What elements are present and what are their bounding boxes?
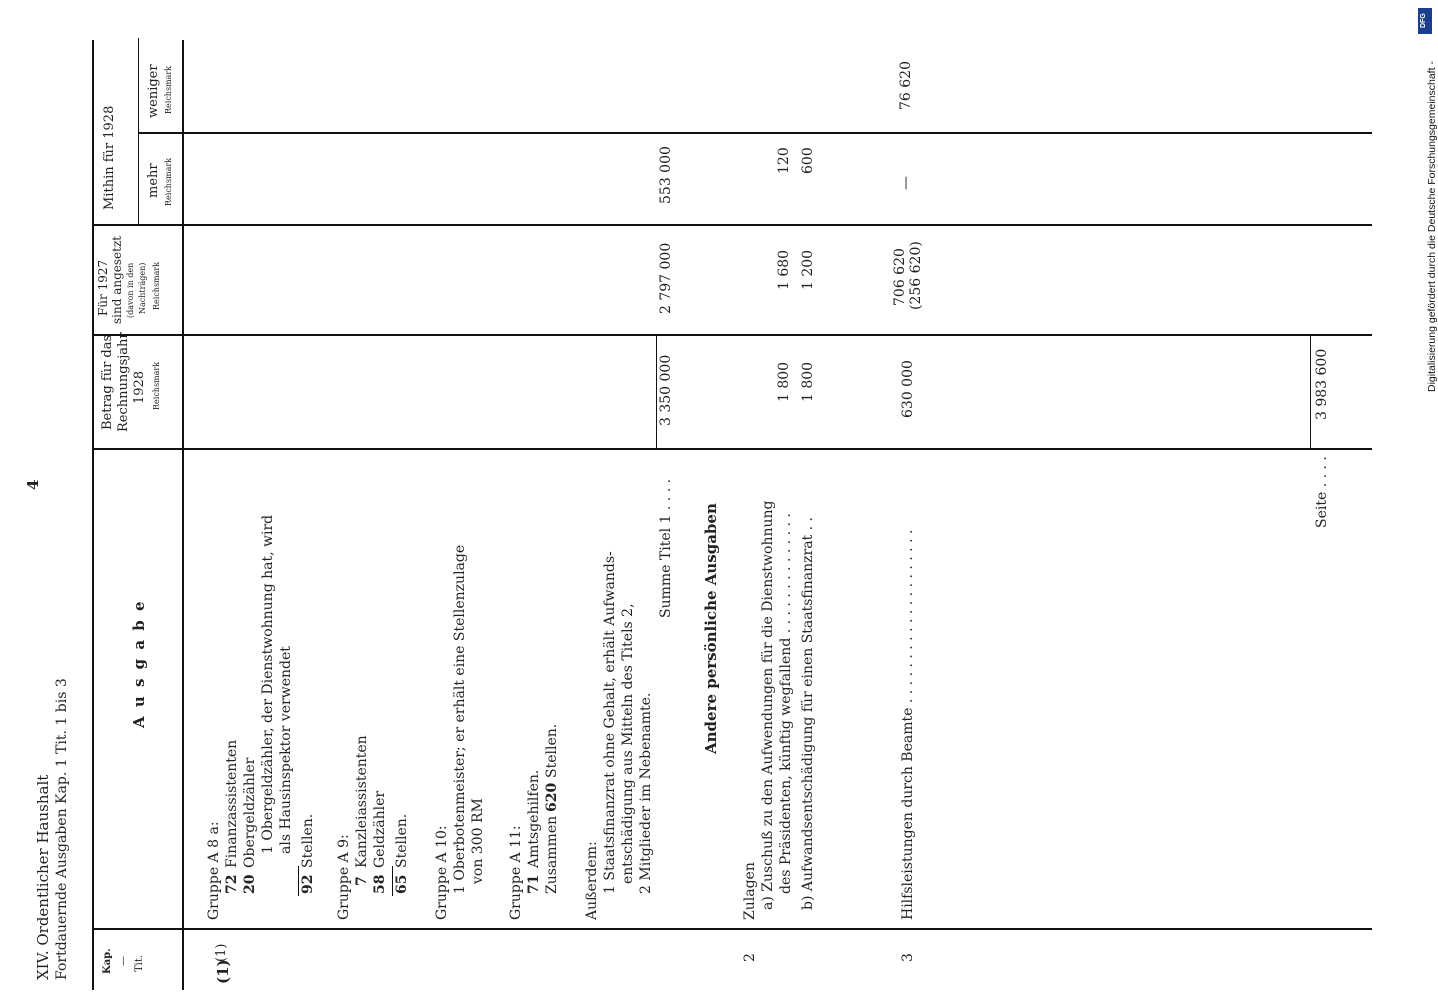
hilfs-1927-nachtrag: (256 620) — [908, 241, 924, 310]
a8a-note-2: als Hausinspektor verwendet — [278, 646, 294, 854]
a10-line-1: 1 Oberbotenmeister; er erhält eine Stellenzulage — [452, 544, 468, 894]
a8a-sum-rule — [298, 866, 299, 896]
zulagen-label: Zulagen — [742, 862, 758, 920]
a8a-sum-label: Stellen. — [300, 813, 316, 868]
header-1927-l3: (davon in den — [126, 262, 135, 318]
a9-title-2: Geldzähler — [372, 790, 388, 868]
a11-count-1: 71 — [526, 874, 542, 894]
a9-sum-label: Stellen. — [394, 813, 410, 868]
zulage-a-betrag: 1 800 — [776, 361, 792, 402]
table-top-rule — [92, 40, 94, 990]
tit-3: 3 — [900, 953, 916, 962]
header-betrag-l2: Rechnungsjahr — [116, 332, 131, 432]
header-tit: Tit. — [134, 954, 145, 972]
summe-rule — [656, 336, 657, 448]
header-1927-l2: sind angesetzt — [110, 235, 124, 324]
header-weniger-unit: Reichsmark — [164, 65, 173, 114]
ausserdem-line-1: 1 Staatsfinanzrat ohne Gehalt, erhält Aufwands- — [602, 551, 618, 894]
header-weniger: weniger — [146, 64, 161, 118]
col-sep-mehr — [138, 132, 1372, 134]
header-mehr-unit: Reichsmark — [164, 157, 173, 206]
a8a-title-2: Obergeldzähler — [242, 757, 258, 868]
a8a-note-1: 1 Obergeldzähler, der Dienstwohnung hat, wird — [260, 514, 276, 854]
table-header-rule — [182, 40, 184, 990]
dfg-logo — [1418, 8, 1432, 34]
a11-total-label: Zusammen — [544, 815, 560, 894]
ausserdem-line-2: entschädigung aus Mitteln des Titels 2, — [620, 603, 636, 884]
col-sep-1927 — [92, 224, 1372, 226]
a9-title-1: Kanzleiassistenten — [354, 735, 370, 868]
zulage-a-1927: 1 680 — [776, 249, 792, 290]
a8a-sum: 92 — [300, 874, 316, 894]
a11-total-count: 620 — [544, 782, 560, 812]
tit-1: (1) — [214, 943, 229, 962]
zulage-b-line: b) Aufwandsentschädigung für einen Staatsfinanzrat . . — [800, 517, 816, 910]
header-title: XIV. Ordentlicher Haushalt — [34, 774, 52, 980]
ausserdem-label: Außerdem: — [584, 841, 600, 920]
zulage-a-line-1: a) Zuschuß zu den Aufwendungen für die Dienstwohnung — [760, 500, 776, 910]
col-sep-ausgabe — [92, 448, 1372, 450]
gruppe-a10: Gruppe A 10: — [434, 825, 450, 920]
zulage-a-mehr: 120 — [776, 147, 792, 174]
summe-1927: 2 797 000 — [658, 242, 674, 314]
dfg-logo-text: DFG — [1420, 13, 1427, 28]
tit-2: 2 — [742, 953, 758, 962]
seite-label: Seite . . . . — [1314, 456, 1330, 528]
a9-count-1: 7 — [354, 876, 370, 886]
header-ausgabe: A u s g a b e — [130, 599, 148, 728]
header-betrag-l1: Betrag für das — [100, 334, 115, 430]
a11-title-1: Amtsgehilfen. — [526, 769, 542, 868]
col-sep-betrag — [92, 334, 1372, 336]
page-number: 4 — [24, 479, 42, 490]
ausserdem-line-3: 2 Mitglieder im Nebenamte. — [638, 692, 654, 894]
header-subtitle: Fortdauernde Ausgaben Kap. 1 Tit. 1 bis 3 — [54, 678, 70, 980]
header-1927-l4: Nachträgen) — [138, 262, 147, 314]
gruppe-a9: Gruppe A 9: — [336, 834, 352, 920]
hilfs-mehr: — — [898, 176, 914, 190]
col-sep-kap — [92, 928, 1372, 930]
header-betrag-l3: 1928 — [132, 370, 147, 404]
rotated-document-page — [24, 30, 1360, 990]
hilfsleistungen-label: Hilfsleistungen durch Beamte . . . . . . . . . . . . . . . . . . . . — [900, 529, 916, 920]
gruppe-a11: Gruppe A 11: — [508, 825, 524, 920]
a8a-count-1: 72 — [224, 874, 240, 894]
header-mithin: Mithin für 1928 — [102, 105, 117, 210]
summe-titel-1-label: Summe Titel 1 . . . . — [658, 478, 674, 618]
a8a-title-1: Finanzassistenten — [224, 739, 240, 868]
hilfs-betrag: 630 000 — [900, 360, 916, 418]
a9-sum-rule — [392, 866, 393, 896]
heading-andere-ausgaben: Andere persönliche Ausgaben — [702, 503, 720, 754]
a8a-count-2: 20 — [242, 874, 258, 894]
hilfs-weniger: 76 620 — [898, 61, 914, 110]
a9-count-2: 58 — [372, 874, 388, 894]
dfg-credit-text: Digitalisierung gefördert durch die Deutsche Forschungsgemeinschaft - — [1426, 61, 1438, 392]
seite-betrag: 3 983 600 — [1314, 348, 1330, 420]
gruppe-a8a: Gruppe A 8 a: — [206, 821, 222, 920]
header-betrag-unit: Reichsmark — [152, 361, 161, 410]
zulage-b-1927: 1 200 — [800, 249, 816, 290]
seite-rule — [1310, 336, 1311, 448]
header-mehr: mehr — [146, 163, 161, 198]
header-kap: Kap. — [102, 948, 113, 974]
a11-total-unit: Stellen. — [544, 723, 560, 778]
header-dash: — — [118, 956, 129, 966]
header-1927-l1: Für 1927 — [96, 259, 110, 316]
kap-1: (1) — [214, 959, 232, 984]
a10-line-2: von 300 RM — [470, 798, 486, 884]
zulage-b-betrag: 1 800 — [800, 361, 816, 402]
mithin-rule — [138, 38, 139, 224]
header-1927-unit: Reichsmark — [152, 261, 161, 310]
a9-sum: 65 — [394, 874, 410, 894]
summe-mehr: 553 000 — [658, 146, 674, 204]
summe-betrag: 3 350 000 — [658, 354, 674, 426]
hilfs-1927: 706 620 — [892, 248, 908, 306]
zulage-a-line-2: des Präsidenten, künftig wegfallend . . . . . . . . . . . . . . — [778, 513, 794, 894]
zulage-b-mehr: 600 — [800, 147, 816, 174]
